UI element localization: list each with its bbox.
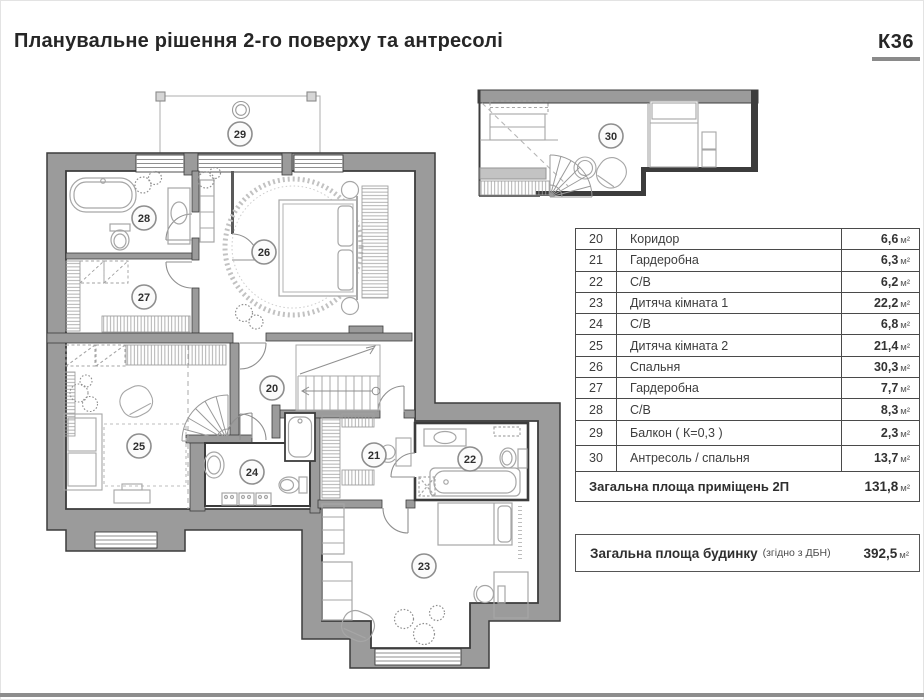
svg-text:25: 25	[132, 441, 146, 453]
scan-edge-strip	[0, 693, 924, 697]
area-table	[575, 228, 920, 502]
svg-text:20: 20	[265, 383, 279, 395]
badge-room-20	[260, 376, 284, 400]
svg-text:26: 26	[257, 247, 271, 259]
plan-code-underline	[872, 57, 920, 61]
badge-room-21	[362, 443, 386, 467]
svg-text:22: 22	[463, 454, 477, 466]
total-area-box	[575, 534, 920, 572]
svg-text:29: 29	[233, 129, 247, 141]
badge-room-29	[228, 122, 252, 146]
table-row: 24 С/В 6,8 м²	[576, 314, 919, 335]
badge-room-22	[458, 447, 482, 471]
table-row: 20 Коридор 6,6 м²	[576, 229, 919, 250]
total-note: (згідно з ДБН)	[762, 547, 831, 559]
table-row: 22 С/В 6,2 м²	[576, 272, 919, 293]
total-label: Загальна площа будинку	[590, 545, 758, 561]
svg-text:23: 23	[417, 561, 431, 573]
badge-room-28	[132, 206, 156, 230]
badge-room-27	[132, 285, 156, 309]
total-value: 392,5 м²	[863, 545, 909, 561]
badge-room-23	[412, 554, 436, 578]
table-row: 21 Гардеробна 6,3 м²	[576, 250, 919, 271]
badge-room-26	[252, 240, 276, 264]
room-24-bathtub	[285, 413, 315, 461]
svg-text:21: 21	[367, 450, 381, 462]
table-row: 29 Балкон ( К=0,3 ) 2,3 м²	[576, 421, 919, 446]
badge-room-30	[599, 124, 623, 148]
table-row: 25 Дитяча кімната 2 21,4 м²	[576, 335, 919, 356]
svg-text:24: 24	[245, 467, 259, 479]
svg-text:28: 28	[137, 213, 151, 225]
page-title: Планувальне рішення 2-го поверху та антресолі	[14, 30, 503, 52]
svg-text:27: 27	[137, 292, 151, 304]
badge-room-25	[127, 434, 151, 458]
table-row: 27 Гардеробна 7,7 м²	[576, 378, 919, 399]
plan-code	[872, 31, 920, 61]
table-summary-row: Загальна площа приміщень 2П 131,8 м²	[576, 472, 919, 501]
table-row: 30 Антресоль / спальня 13,7 м²	[576, 446, 919, 473]
badge-room-24	[240, 460, 264, 484]
table-row: 23 Дитяча кімната 1 22,2 м²	[576, 293, 919, 314]
plan-code-label: К36	[878, 31, 914, 53]
table-row: 28 С/В 8,3 м²	[576, 399, 919, 420]
summary-label: Загальна площа приміщень 2П	[589, 479, 790, 495]
table-row: 26 Спальня 30,3 м²	[576, 357, 919, 378]
svg-text:30: 30	[604, 131, 618, 143]
